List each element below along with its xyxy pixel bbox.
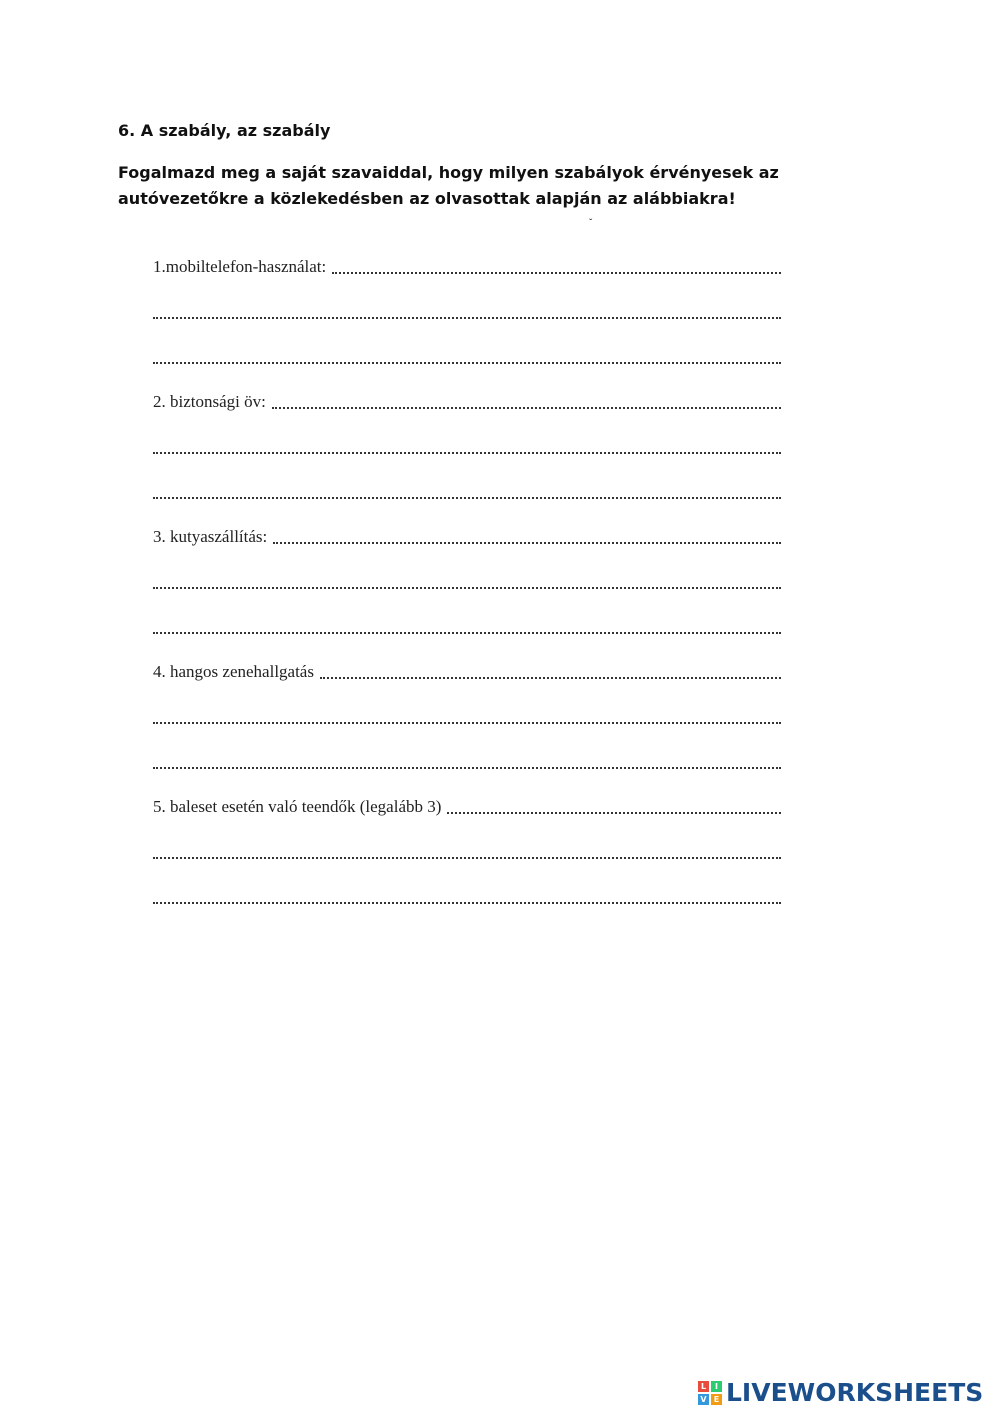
logo-mark-tile: L (698, 1381, 709, 1392)
answer-line (153, 688, 781, 733)
dotted-answer-field[interactable] (332, 272, 781, 274)
question-line (153, 643, 781, 688)
exercise-heading: 6. A szabály, az szabály (118, 121, 331, 140)
dotted-answer-field[interactable] (447, 812, 781, 814)
answer-line (153, 553, 781, 598)
question-line (153, 373, 781, 418)
logo-mark-tile: E (711, 1394, 722, 1405)
answer-line (153, 733, 781, 778)
answer-line (153, 328, 781, 373)
answer-lines (153, 238, 781, 913)
answer-line (153, 823, 781, 868)
logo-text: LIVEWORKSHEETS (726, 1378, 984, 1407)
question-label: 3. kutyaszállítás: (153, 527, 268, 546)
question-line (153, 508, 781, 553)
question-line (153, 778, 781, 823)
logo-mark-tile: I (711, 1381, 722, 1392)
scan-artifact-mark: ˇ (589, 218, 593, 229)
dotted-answer-field[interactable] (320, 677, 781, 679)
answer-line (153, 283, 781, 328)
answer-line (153, 868, 781, 913)
dotted-answer-field[interactable] (153, 452, 781, 454)
answer-line (153, 463, 781, 508)
dotted-answer-field[interactable] (153, 587, 781, 589)
question-label: 4. hangos zenehallgatás (153, 662, 314, 681)
logo-mark-tile: V (698, 1394, 709, 1405)
dotted-answer-field[interactable] (153, 767, 781, 769)
dotted-answer-field[interactable] (272, 407, 781, 409)
dotted-answer-field[interactable] (153, 722, 781, 724)
question-label: 2. biztonsági öv: (153, 392, 266, 411)
logo-mark-icon (698, 1381, 722, 1405)
dotted-answer-field[interactable] (153, 317, 781, 319)
question-label: 5. baleset esetén való teendők (legalább 3) (153, 797, 442, 816)
question-label: 1.mobiltelefon-használat: (153, 257, 327, 276)
question-line (153, 238, 781, 283)
answer-line (153, 598, 781, 643)
dotted-answer-field[interactable] (153, 902, 781, 904)
dotted-answer-field[interactable] (273, 542, 781, 544)
dotted-answer-field[interactable] (153, 497, 781, 499)
dotted-answer-field[interactable] (153, 632, 781, 634)
answer-line (153, 418, 781, 463)
liveworksheets-logo (698, 1378, 983, 1408)
dotted-answer-field[interactable] (153, 857, 781, 859)
exercise-instruction: Fogalmazd meg a saját szavaiddal, hogy milyen szabályok érvényesek az autóvezetőkre a közlekedésben az olvasottak alapján az alábbiakra! (118, 163, 779, 208)
dotted-answer-field[interactable] (153, 362, 781, 364)
